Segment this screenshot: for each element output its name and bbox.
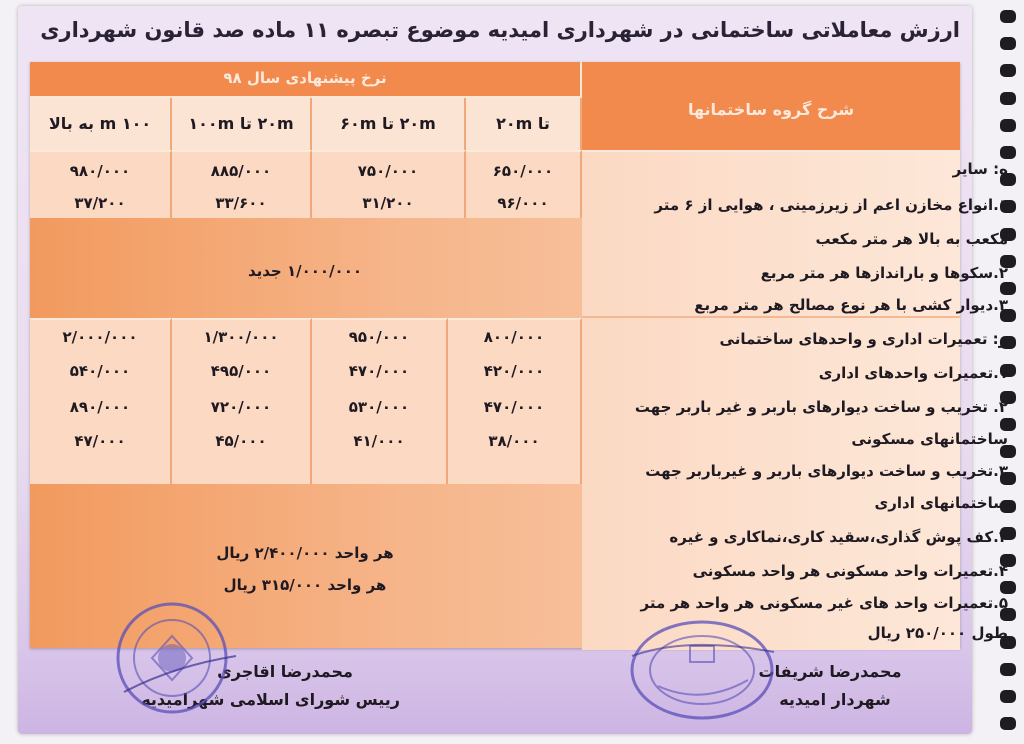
rate-header [30, 62, 582, 98]
mayor-name: محمدرضا شریفات [758, 662, 902, 681]
cell-value: ۴۱/۰۰۰ [353, 432, 405, 450]
cell-value: ۹۶/۰۰۰ [497, 194, 549, 212]
council-head-name: محمدرضا اقاجری [217, 662, 353, 681]
desc-line: ه: سایر [952, 160, 1008, 178]
column-header-upto-20m: تا ۲۰m [466, 98, 582, 150]
cell-value: ۹۵۰/۰۰۰ [348, 328, 410, 346]
cell-value: ۲/۰۰۰/۰۰۰ [62, 328, 138, 346]
column-header-100m-plus: ۱۰۰ m به بالا [30, 98, 172, 150]
cell-value: ۳۷/۲۰۰ [74, 194, 126, 212]
council-stamp-icon [104, 596, 244, 716]
cell-value: ۳۱/۲۰۰ [362, 194, 414, 212]
desc-line: ۲. تخریب و ساخت دیوارهای باربر و غیر باربر جهت [634, 398, 1008, 416]
spiral-ring [1000, 690, 1016, 703]
unit-price-line-1: هر واحد ۲/۴۰۰/۰۰۰ ریال [216, 544, 394, 562]
cell-value: ۸۹۰/۰۰۰ [69, 398, 131, 416]
cell-value: ۸۰۰/۰۰۰ [483, 328, 545, 346]
desc-line: ۵.تعمیرات واحد های غیر مسکونی هر واحد هر متر [640, 594, 1008, 612]
spiral-ring [1000, 92, 1016, 105]
cell-value: ۵۴۰/۰۰۰ [69, 362, 131, 380]
column-header-20-100m: ۲۰m تا ۱۰۰m [172, 98, 312, 150]
table-cell-g1-col1 [312, 150, 466, 218]
desc-line: ۳.دیوار کشی با هر نوع مصالح هر متر مربع [694, 296, 1008, 314]
desc-line: ۴.تعمیرات واحد مسکونی هر واحد مسکونی [692, 562, 1008, 580]
cell-value: ۹۸۰/۰۰۰ [69, 162, 131, 180]
cell-value: ۴۲۰/۰۰۰ [483, 362, 545, 380]
cell-value: ۵۳۰/۰۰۰ [348, 398, 410, 416]
cell-value: ۴۷۰/۰۰۰ [483, 398, 545, 416]
rate-header-label: نرخ پیشنهادی سال ۹۸ [223, 69, 387, 87]
spiral-ring [1000, 37, 1016, 50]
column-header-20-60m: ۲۰m تا ۶۰m [312, 98, 466, 150]
description-header-label: شرح گروه ساختمانها [687, 100, 855, 119]
desc-line: ساختمانهای مسکونی [851, 430, 1008, 448]
desc-line: ۳.تخریب و ساخت دیوارهای باربر و غیرباربر جهت [645, 462, 1008, 480]
spiral-ring [1000, 146, 1016, 159]
cell-value: ۳۳/۶۰۰ [215, 194, 267, 212]
desc-line: و: تعمیرات اداری و واحدهای ساختمانی [719, 330, 1008, 348]
cell-value: ۶۵۰/۰۰۰ [492, 162, 554, 180]
spiral-ring [1000, 282, 1016, 295]
cell-value: ۱/۳۰۰/۰۰۰ [203, 328, 279, 346]
merged-value: ۱/۰۰۰/۰۰۰ جدید [247, 262, 363, 280]
spiral-ring [1000, 581, 1016, 594]
cell-value: ۴۷۰/۰۰۰ [348, 362, 410, 380]
spiral-ring [1000, 119, 1016, 132]
table-cell-g1-col0 [466, 150, 582, 218]
table-cell-g2-col2 [172, 318, 312, 484]
desc-line: ۱.انواع مخازن اعم از زیرزمینی ، هوایی از ۶ متر [654, 196, 1008, 214]
desc-line: ۴.کف پوش گذاری،سقید کاری،نماکاری و غیره [669, 528, 1008, 546]
cell-value: ۴۷/۰۰۰ [74, 432, 126, 450]
cell-value: ۴۵/۰۰۰ [215, 432, 267, 450]
spiral-ring [1000, 663, 1016, 676]
desc-line: ۱.تعمیرات واحدهای اداری [818, 364, 1008, 382]
cell-value: ۴۹۵/۰۰۰ [210, 362, 272, 380]
document-title: ارزش معاملاتی ساختمانی در شهرداری امیدیه موضوع تبصره ۱۱ ماده صد قانون شهرداری [40, 18, 960, 42]
table-cell-g1-col3 [30, 150, 172, 218]
cell-value: ۷۲۰/۰۰۰ [210, 398, 272, 416]
cell-value: ۸۸۵/۰۰۰ [210, 162, 272, 180]
mayor-title: شهردار امیدیه [779, 690, 891, 709]
desc-line: مکعب به بالا هر متر مکعب [815, 230, 1008, 248]
table-cell-g1-col2 [172, 150, 312, 218]
desc-line: ساختمانهای اداری [874, 494, 1008, 512]
council-head-title: رییس شورای اسلامی شهرامیدیه [141, 690, 400, 709]
spiral-ring [1000, 717, 1016, 730]
desc-line: طول ۲۵۰/۰۰۰ ریال [867, 624, 1008, 642]
table-cell-g2-col0 [448, 318, 582, 484]
cell-value: ۷۵۰/۰۰۰ [357, 162, 419, 180]
table-cell-g2-col3 [30, 318, 172, 484]
group-separator [582, 316, 960, 318]
unit-price-line-2: هر واحد ۳۱۵/۰۰۰ ریال [223, 576, 387, 594]
spiral-ring [1000, 10, 1016, 23]
municipality-stamp-icon [628, 616, 778, 726]
cell-value: ۳۸/۰۰۰ [488, 432, 540, 450]
description-header [582, 62, 960, 150]
table-cell-g2-col1 [312, 318, 448, 484]
spiral-ring [1000, 64, 1016, 77]
desc-line: ۲.سکوها و باراندازها هر متر مربع [760, 264, 1008, 282]
